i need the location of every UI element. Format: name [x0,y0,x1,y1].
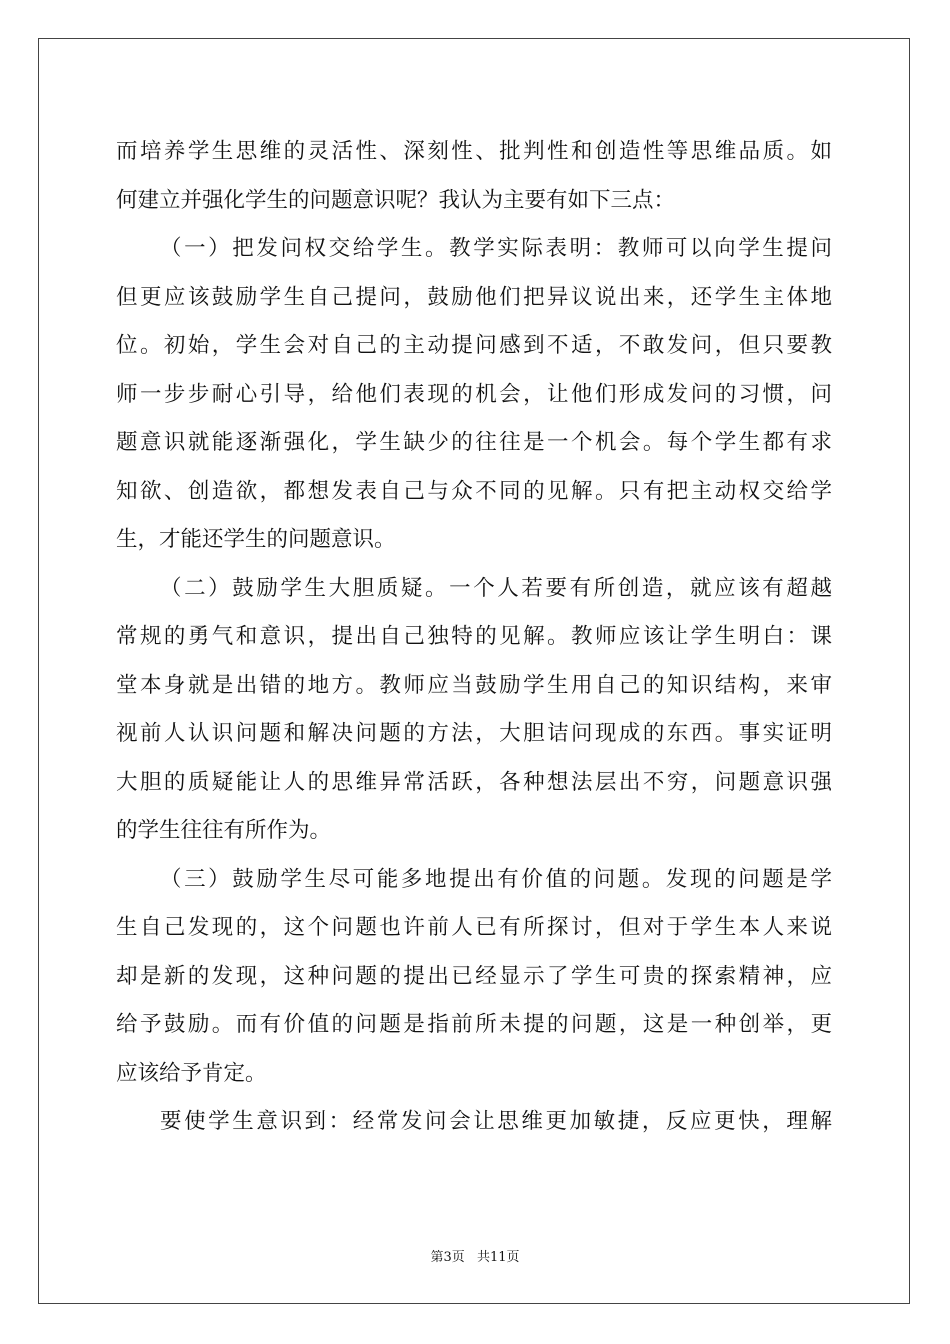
text-line: （二）鼓励学生大胆质疑。一个人若要有所创造，就应该有超越 [160,575,832,601]
text-line: 堂本身就是出错的地方。教师应当鼓励学生用自己的知识结构，来审 [116,672,832,698]
text-line: 但更应该鼓励学生自己提问，鼓励他们把异议说出来，还学生主体地 [116,284,832,310]
text-line: 位。初始，学生会对自己的主动提问感到不适，不敢发问，但只要教 [116,333,832,358]
page-number: 第3页 [430,1250,465,1265]
text-line: 大胆的质疑能让人的思维异常活跃，各种想法层出不穷，问题意识强 [116,769,832,795]
text-line: 应该给予肯定。 [116,1060,267,1086]
text-line: 生自己发现的，这个问题也许前人已有所探讨，但对于学生本人来说 [116,915,832,940]
text-line: 给予鼓励。而有价值的问题是指前所未提的问题，这是一种创举，更 [116,1012,832,1037]
text-line: 师一步步耐心引导，给他们表现的机会，让他们形成发问的习惯，问 [116,381,832,407]
paragraph [116,1098,832,1147]
text-line: 知欲、创造欲，都想发表自己与众不同的见解。只有把主动权交给学 [116,478,832,504]
text-line: 题意识就能逐渐强化，学生缺少的往往是一个机会。每个学生都有求 [116,430,832,455]
text-line: 视前人认识问题和解决问题的方法，大胆诘问现成的东西。事实证明 [116,721,832,746]
document-body [116,128,832,1147]
text-line: 生，才能还学生的问题意识。 [116,527,396,552]
text-line: 常规的勇气和意识，提出自己独特的见解。教师应该让学生明白：课 [116,624,832,649]
text-line: 的学生往往有所作为。 [116,818,332,843]
paragraph [116,225,832,565]
paragraph [116,128,832,225]
text-line: （三）鼓励学生尽可能多地提出有价值的问题。发现的问题是学 [160,866,832,892]
page-footer [0,1246,950,1265]
paragraph [116,565,832,856]
page-total: 共11页 [476,1250,520,1265]
text-line: 要使学生意识到：经常发问会让思维更加敏捷，反应更快，理解 [160,1109,832,1134]
text-line: 何建立并强化学生的问题意识呢？我认为主要有如下三点： [116,187,676,213]
text-line: 而培养学生思维的灵活性、深刻性、批判性和创造性等思维品质。如 [116,139,832,164]
text-line: （一）把发问权交给学生。教学实际表明：教师可以向学生提问 [160,236,832,261]
paragraph [116,856,832,1099]
text-line: 却是新的发现，这种问题的提出已经显示了学生可贵的探索精神，应 [116,963,832,989]
